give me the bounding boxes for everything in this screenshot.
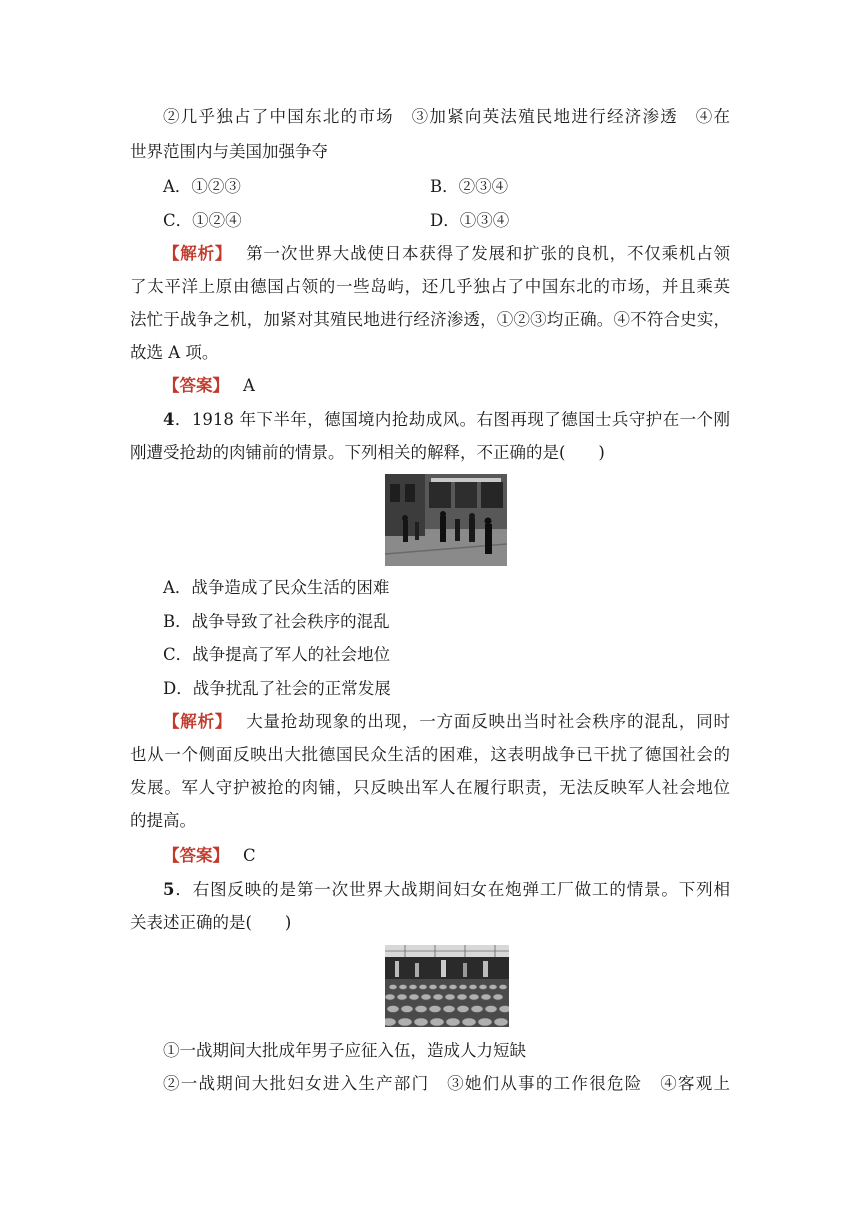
q4-number: 4 bbox=[163, 410, 175, 429]
q3-analysis-line3: 法忙于战争之机，加紧对其殖民地进行经济渗透，①②③均正确。④不符合史实， bbox=[130, 310, 730, 329]
q3-choices-line1: ②几乎独占了中国东北的市场 ③加紧向英法殖民地进行经济渗透 ④在 bbox=[163, 107, 730, 126]
q4-analysis-line1 bbox=[163, 711, 730, 733]
q3-option-c: C．①②④ bbox=[163, 211, 242, 230]
q4-option-a: A．战争造成了民众生活的困难 bbox=[163, 578, 390, 597]
q4-option-d: D．战争扰乱了社会的正常发展 bbox=[163, 679, 391, 698]
q4-analysis-line3: 发展。军人守护被抢的肉铺，只反映出军人在履行职责，无法反映军人社会地位 bbox=[130, 778, 730, 797]
analysis-tag: 【解析】 bbox=[163, 712, 233, 731]
q4-analysis-line2: 也从一个侧面反映出大批德国民众生活的困难，这表明战争已干扰了德国社会的 bbox=[130, 745, 730, 764]
q4-analysis-line4: 的提高。 bbox=[130, 811, 196, 830]
q5-item-1: ①一战期间大批成年男子应征入伍，造成人力短缺 bbox=[163, 1041, 526, 1060]
q4-answer: C bbox=[243, 846, 256, 865]
q4-analysis-text1: 大量抢劫现象的出现，一方面反映出当时社会秩序的混乱，同时 bbox=[246, 712, 731, 731]
q4-option-b: B．战争导致了社会秩序的混乱 bbox=[163, 612, 390, 631]
q3-answer: A bbox=[243, 376, 255, 395]
street-photo-icon bbox=[385, 474, 507, 566]
factory-photo-icon bbox=[385, 945, 509, 1027]
q3-choices-line2: 世界范围内与美国加强争夺 bbox=[130, 142, 328, 161]
answer-tag: 【答案】 bbox=[163, 376, 229, 395]
analysis-tag: 【解析】 bbox=[163, 244, 233, 263]
q4-stem-text1: ．1918 年下半年，德国境内抢劫成风。右图再现了德国士兵守护在一个刚 bbox=[174, 410, 730, 429]
q3-option-a: A．①②③ bbox=[163, 177, 241, 196]
q3-option-d: D．①③④ bbox=[430, 211, 510, 230]
q3-analysis-line1 bbox=[163, 243, 730, 265]
q3-analysis-line4: 故选 A 项。 bbox=[130, 343, 219, 362]
q5-stem-line2: 关表述正确的是( ) bbox=[130, 913, 292, 932]
q3-answer-line bbox=[163, 375, 255, 397]
q5-stem-line1 bbox=[163, 879, 730, 901]
q5-stem-text1: ．右图反映的是第一次世界大战期间妇女在炮弹工厂做工的情景。下列相 bbox=[174, 880, 730, 899]
q3-analysis-text1: 第一次世界大战使日本获得了发展和扩张的良机，不仅乘机占领 bbox=[246, 244, 731, 263]
q4-option-c: C．战争提高了军人的社会地位 bbox=[163, 645, 391, 664]
q4-stem-line2: 刚遭受抢劫的肉铺前的情景。下列相关的解释，不正确的是( ) bbox=[130, 443, 605, 462]
q3-option-b: B．②③④ bbox=[430, 177, 509, 196]
q4-stem-line1 bbox=[163, 409, 730, 431]
q4-answer-line bbox=[163, 845, 256, 867]
q3-analysis-line2: 了太平洋上原由德国占领的一些岛屿，还几乎独占了中国东北的市场，并且乘英 bbox=[130, 277, 730, 296]
q5-number: 5 bbox=[163, 880, 175, 899]
answer-tag: 【答案】 bbox=[163, 846, 229, 865]
q5-item-2: ②一战期间大批妇女进入生产部门 ③她们从事的工作很危险 ④客观上 bbox=[163, 1074, 730, 1093]
